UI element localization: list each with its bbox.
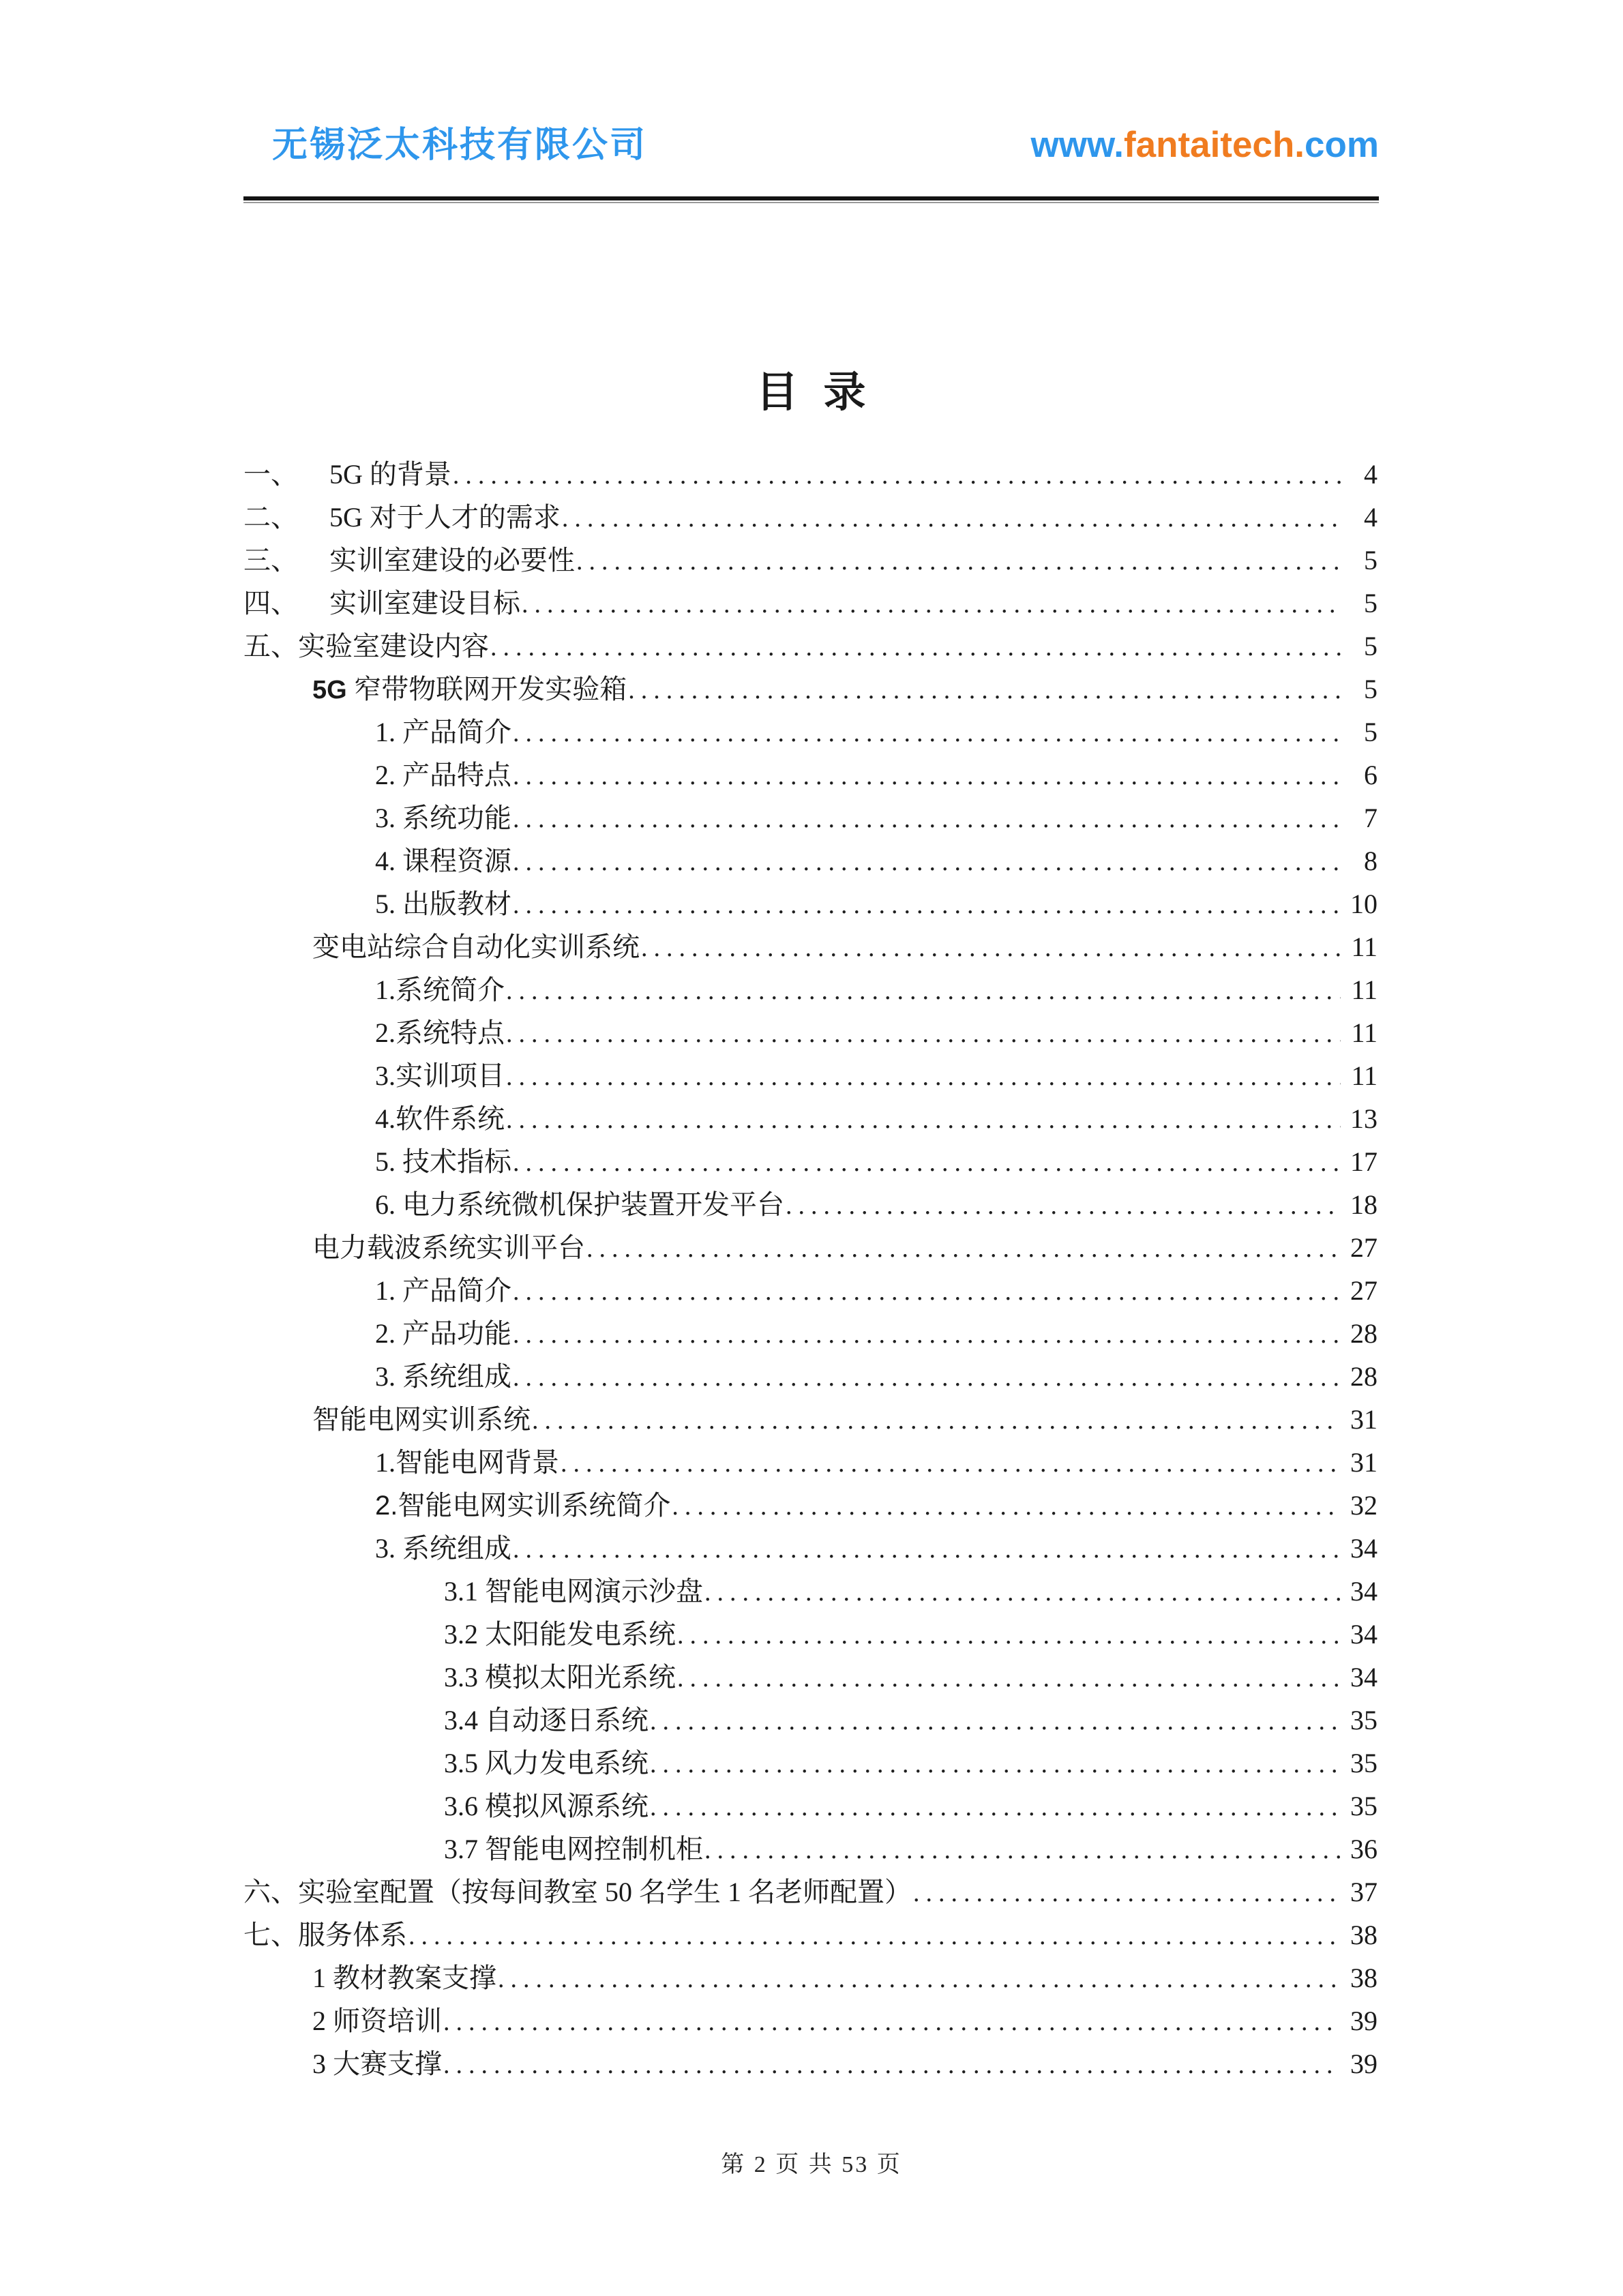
toc-dot-leader <box>513 754 1341 798</box>
toc-entry-number: 二、 <box>243 502 298 533</box>
toc-entry-number: 三、 <box>243 545 298 576</box>
toc-entry-sans-prefix: 2. <box>375 1491 398 1521</box>
toc-entry-label: 4. 课程资源 <box>375 846 511 876</box>
toc-entry[interactable] <box>243 711 1378 754</box>
toc-entry-label: 2. 产品特点 <box>375 760 511 790</box>
toc-entry-label: 3. 系统组成 <box>375 1361 511 1392</box>
toc-dot-leader <box>513 1269 1341 1313</box>
toc-entry-label: 1.系统简介 <box>375 974 505 1005</box>
toc-dot-leader <box>586 1226 1341 1270</box>
toc-dot-leader <box>641 925 1341 970</box>
toc-entry-label: 5G 窄带物联网开发实验箱 <box>312 674 627 704</box>
toc-page-number: 11 <box>1351 1017 1378 1048</box>
toc-page-number: 5 <box>1364 674 1378 704</box>
toc-page-number: 5 <box>1364 717 1378 747</box>
toc-page-number: 35 <box>1350 1748 1378 1778</box>
toc-entry-label: 3.7 智能电网控制机柜 <box>444 1834 703 1864</box>
toc-dot-leader <box>513 1527 1341 1571</box>
toc-entry[interactable] <box>243 1527 1378 1570</box>
toc-dot-leader <box>913 1870 1341 1915</box>
toc-dot-leader <box>513 1355 1341 1399</box>
toc-entry[interactable] <box>243 1054 1378 1097</box>
toc-dot-leader <box>704 1828 1341 1872</box>
toc-entry-label: 2. 产品功能 <box>375 1318 511 1349</box>
toc-page-number: 34 <box>1350 1619 1378 1650</box>
website-tld: com <box>1305 125 1379 165</box>
toc-list <box>243 453 1378 2085</box>
toc-page-number: 35 <box>1350 1705 1378 1735</box>
toc-dot-leader <box>443 1999 1341 2044</box>
toc-entry-label: 变电站综合自动化实训系统 <box>312 931 640 962</box>
toc-entry[interactable] <box>243 1269 1378 1312</box>
toc-page-number: 37 <box>1350 1877 1378 1907</box>
toc-page-number: 27 <box>1350 1275 1378 1306</box>
toc-dot-leader <box>513 711 1341 755</box>
toc-entry-label: 四、 实训室建设目标 <box>243 582 520 625</box>
toc-entry[interactable] <box>243 1785 1378 1828</box>
toc-entry[interactable] <box>243 1656 1378 1699</box>
toc-entry-label: 电力载波系统实训平台 <box>312 1232 585 1263</box>
toc-dot-leader <box>650 1742 1341 1786</box>
toc-entry[interactable] <box>243 1913 1378 1956</box>
toc-entry[interactable] <box>243 1699 1378 1742</box>
toc-dot-leader <box>506 1054 1341 1099</box>
toc-entry[interactable] <box>243 453 1378 496</box>
toc-entry-label: 3.3 模拟太阳光系统 <box>444 1662 676 1693</box>
toc-page-number: 38 <box>1350 1920 1378 1950</box>
toc-entry[interactable] <box>243 496 1378 539</box>
toc-page-number: 5 <box>1364 545 1378 576</box>
header-divider-thin-line <box>243 202 1379 203</box>
toc-entry[interactable] <box>243 796 1378 839</box>
toc-dot-leader <box>522 582 1341 626</box>
toc-page-number: 5 <box>1364 588 1378 618</box>
toc-entry-number: 一、 <box>243 459 298 490</box>
toc-page-number: 34 <box>1350 1576 1378 1607</box>
toc-entry[interactable] <box>243 1956 1378 1999</box>
toc-entry-label: 6. 电力系统微机保护装置开发平台 <box>375 1189 784 1220</box>
toc-entry-label: 1.智能电网背景 <box>375 1447 559 1478</box>
toc-entry-label: 1. 产品简介 <box>375 1275 511 1306</box>
toc-page-number: 7 <box>1364 803 1378 833</box>
toc-page-number: 17 <box>1350 1146 1378 1177</box>
header-divider <box>243 196 1379 203</box>
toc-entry-label: 4.软件系统 <box>375 1103 505 1134</box>
toc-entry[interactable] <box>243 1742 1378 1785</box>
toc-entry-label: 3.2 太阳能发电系统 <box>444 1619 676 1650</box>
toc-entry[interactable] <box>243 1570 1378 1613</box>
toc-entry[interactable] <box>243 2042 1378 2085</box>
toc-entry-number: 四、 <box>243 588 298 618</box>
toc-entry[interactable] <box>243 1828 1378 1870</box>
toc-entry[interactable] <box>243 1097 1378 1140</box>
toc-title: 目 录 <box>756 370 867 416</box>
toc-page-number: 31 <box>1350 1447 1378 1478</box>
toc-entry[interactable] <box>243 582 1378 625</box>
toc-page-number: 5 <box>1364 631 1378 661</box>
toc-dot-leader <box>677 1613 1341 1657</box>
page-footer: 第 2 页 共 53 页 <box>721 2152 902 2177</box>
toc-entry[interactable] <box>243 1140 1378 1183</box>
toc-page-number: 8 <box>1364 846 1378 876</box>
toc-entry[interactable] <box>243 1355 1378 1398</box>
toc-entry[interactable] <box>243 1441 1378 1484</box>
toc-entry[interactable] <box>243 1999 1378 2042</box>
toc-dot-leader <box>576 539 1341 583</box>
toc-entry-label: 二、 5G 对于人才的需求 <box>243 496 561 539</box>
toc-entry[interactable] <box>243 1484 1378 1527</box>
website-link[interactable] <box>1031 121 1379 169</box>
toc-page-number: 18 <box>1350 1189 1378 1220</box>
toc-page-number: 28 <box>1350 1318 1378 1349</box>
toc-entry[interactable] <box>243 625 1378 668</box>
toc-entry-label: 智能电网实训系统 <box>312 1404 531 1435</box>
toc-entry[interactable] <box>243 1226 1378 1269</box>
toc-entry[interactable] <box>243 1613 1378 1656</box>
page-header <box>0 0 1623 203</box>
toc-entry-label: 1. 产品简介 <box>375 717 511 747</box>
toc-dot-leader <box>513 839 1341 884</box>
toc-entry-label: 5. 出版教材 <box>375 889 511 919</box>
toc-entry[interactable] <box>243 754 1378 796</box>
toc-dot-leader <box>506 1011 1341 1056</box>
toc-page-number: 36 <box>1350 1834 1378 1864</box>
toc-dot-leader <box>677 1656 1341 1700</box>
website-domain: fantaitech. <box>1123 125 1305 165</box>
toc-dot-leader <box>506 968 1341 1013</box>
toc-dot-leader <box>562 496 1341 540</box>
toc-dot-leader <box>498 1956 1341 2001</box>
toc-entry-bold-prefix: 5G <box>312 676 355 704</box>
toc-entry-number: 六、 <box>243 1877 298 1907</box>
toc-entry[interactable] <box>243 1870 1378 1913</box>
toc-page-number: 38 <box>1350 1963 1378 1993</box>
toc-entry[interactable] <box>243 1398 1378 1441</box>
toc-page-number: 13 <box>1350 1103 1378 1134</box>
toc-dot-leader <box>786 1183 1341 1227</box>
toc-entry[interactable] <box>243 968 1378 1011</box>
toc-dot-leader <box>506 1097 1341 1142</box>
toc-entry-label: 六、实验室配置（按每间教室 50 名学生 1 名老师配置） <box>243 1870 912 1913</box>
toc-entry[interactable] <box>243 925 1378 968</box>
company-name: 无锡泛太科技有限公司 <box>272 125 648 165</box>
toc-dot-leader <box>672 1484 1341 1528</box>
toc-entry-label: 3.5 风力发电系统 <box>444 1748 649 1778</box>
toc-entry-label: 3.实训项目 <box>375 1060 505 1091</box>
toc-entry-label: 2 师资培训 <box>312 2006 442 2036</box>
toc-page-number: 10 <box>1350 889 1378 919</box>
toc-entry-label: 3.6 模拟风源系统 <box>444 1791 649 1821</box>
toc-page-number: 4 <box>1364 502 1378 533</box>
toc-entry[interactable] <box>243 1011 1378 1054</box>
toc-dot-leader <box>408 1913 1341 1958</box>
toc-dot-leader <box>513 796 1341 841</box>
toc-dot-leader <box>453 453 1341 497</box>
toc-dot-leader <box>513 1140 1341 1184</box>
toc-entry[interactable] <box>243 539 1378 582</box>
toc-entry-label: 七、服务体系 <box>243 1913 407 1956</box>
toc-entry-label: 一、 5G 的背景 <box>243 453 451 496</box>
toc-entry-number: 七、 <box>243 1920 298 1950</box>
toc-dot-leader <box>513 1312 1341 1356</box>
toc-page-number: 35 <box>1350 1791 1378 1821</box>
toc-dot-leader <box>443 2042 1341 2087</box>
toc-entry-label: 三、 实训室建设的必要性 <box>243 539 575 582</box>
header-divider-thick-line <box>243 196 1379 200</box>
toc-entry[interactable] <box>243 668 1378 711</box>
toc-dot-leader <box>513 882 1341 927</box>
toc-entry-label: 3.4 自动逐日系统 <box>444 1705 649 1735</box>
toc-page-number: 28 <box>1350 1361 1378 1392</box>
toc-entry[interactable] <box>243 1312 1378 1355</box>
toc-page-number: 39 <box>1350 2006 1378 2036</box>
toc-dot-leader <box>532 1398 1341 1442</box>
toc-dot-leader <box>650 1699 1341 1743</box>
toc-page-number: 6 <box>1364 760 1378 790</box>
toc-page-number: 34 <box>1350 1533 1378 1564</box>
toc-dot-leader <box>561 1441 1341 1485</box>
toc-entry-label: 2.系统特点 <box>375 1017 505 1048</box>
toc-dot-leader <box>650 1785 1341 1829</box>
toc-page-number: 27 <box>1350 1232 1378 1263</box>
toc-dot-leader <box>628 668 1341 712</box>
toc-page-number: 32 <box>1350 1490 1378 1521</box>
toc-dot-leader <box>704 1570 1341 1614</box>
website-www: www. <box>1030 125 1124 165</box>
toc-entry-label: 3.1 智能电网演示沙盘 <box>444 1576 703 1607</box>
toc-page-number: 39 <box>1350 2048 1378 2079</box>
toc-page-number: 11 <box>1351 931 1378 962</box>
toc-entry-label: 2.智能电网实训系统简介 <box>375 1490 671 1521</box>
toc-page-number: 11 <box>1351 974 1378 1005</box>
toc-entry-label: 3. 系统组成 <box>375 1533 511 1564</box>
toc-entry[interactable] <box>243 882 1378 925</box>
toc-dot-leader <box>490 625 1341 669</box>
toc-page-number: 4 <box>1364 459 1378 490</box>
toc-entry-number: 五、 <box>243 631 298 661</box>
toc-page-number: 31 <box>1350 1404 1378 1435</box>
toc-entry[interactable] <box>243 839 1378 882</box>
toc-page-number: 11 <box>1351 1060 1378 1091</box>
toc-entry-label: 1 教材教案支撑 <box>312 1963 496 1993</box>
toc-entry-label: 五、实验室建设内容 <box>243 625 489 668</box>
toc-entry-label: 5. 技术指标 <box>375 1146 511 1177</box>
toc-entry-label: 3. 系统功能 <box>375 803 511 833</box>
toc-entry-label: 3 大赛支撑 <box>312 2048 442 2079</box>
toc-page-number: 34 <box>1350 1662 1378 1693</box>
toc-entry[interactable] <box>243 1183 1378 1226</box>
